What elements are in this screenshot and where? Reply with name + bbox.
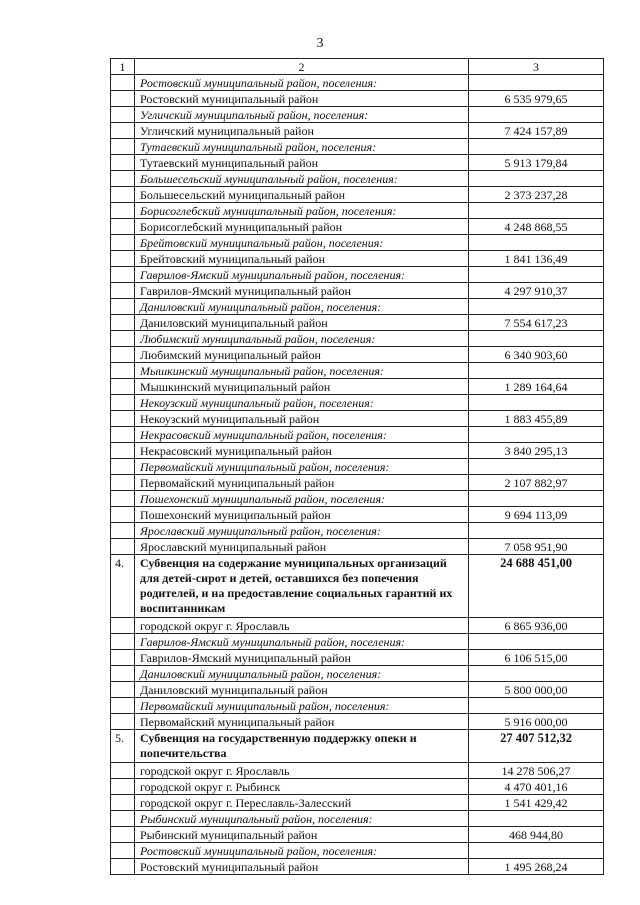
page-number: 3 <box>316 36 324 51</box>
row-number <box>111 107 135 123</box>
row-amount: 7 424 157,89 <box>469 123 604 139</box>
row-number <box>111 299 135 315</box>
row-number <box>111 75 135 91</box>
row-name: городской округ г. Переславль-Залесский <box>135 795 469 811</box>
row-name: Пошехонский муниципальный район, поселения: <box>135 491 469 507</box>
subsection-row <box>111 698 604 714</box>
row-amount: 1 841 136,49 <box>469 251 604 267</box>
row-name: Рыбинский муниципальный район <box>135 827 469 843</box>
row-name: Гаврилов-Ямский муниципальный район <box>135 650 469 666</box>
table-row <box>111 443 604 459</box>
row-amount: 7 554 617,23 <box>469 315 604 331</box>
row-number <box>111 459 135 475</box>
table-row <box>111 91 604 107</box>
subsection-row <box>111 235 604 251</box>
row-name: городской округ г. Ярославль <box>135 763 469 779</box>
row-number <box>111 187 135 203</box>
row-name: Субвенция на содержание муниципальных организаций для детей-сирот и детей, оставшихся без попечения родителей, и на предоставление социальных гарантий их воспитанникам <box>135 555 469 618</box>
row-number <box>111 714 135 730</box>
table-row <box>111 283 604 299</box>
table-row <box>111 379 604 395</box>
row-amount <box>469 666 604 682</box>
row-amount <box>469 459 604 475</box>
row-number <box>111 539 135 555</box>
row-amount <box>469 811 604 827</box>
row-name: Пошехонский муниципальный район <box>135 507 469 523</box>
row-name: городской округ г. Ярославль <box>135 618 469 634</box>
subsection-row <box>111 331 604 347</box>
row-name: Большесельский муниципальный район <box>135 187 469 203</box>
row-amount <box>469 843 604 859</box>
subsection-row <box>111 75 604 91</box>
row-amount: 3 840 295,13 <box>469 443 604 459</box>
row-amount: 6 535 979,65 <box>469 91 604 107</box>
table-row <box>111 219 604 235</box>
row-amount: 4 248 868,55 <box>469 219 604 235</box>
row-name: Даниловский муниципальный район, поселения: <box>135 666 469 682</box>
row-name: Даниловский муниципальный район <box>135 682 469 698</box>
row-name: Ярославский муниципальный район, поселения: <box>135 523 469 539</box>
table-row <box>111 539 604 555</box>
table-row <box>111 859 604 875</box>
row-number <box>111 411 135 427</box>
subsection-row <box>111 811 604 827</box>
row-name: Ростовский муниципальный район, поселения: <box>135 843 469 859</box>
row-name: Гаврилов-Ямский муниципальный район, поселения: <box>135 634 469 650</box>
row-number <box>111 427 135 443</box>
row-amount <box>469 523 604 539</box>
row-amount <box>469 634 604 650</box>
table-row <box>111 650 604 666</box>
row-number <box>111 155 135 171</box>
table-row <box>111 795 604 811</box>
row-number: 5. <box>111 730 135 763</box>
subsection-row <box>111 523 604 539</box>
row-name: Борисоглебский муниципальный район <box>135 219 469 235</box>
row-number <box>111 123 135 139</box>
row-number <box>111 618 135 634</box>
row-number <box>111 779 135 795</box>
row-name: Тутаевский муниципальный район, поселения: <box>135 139 469 155</box>
row-amount: 14 278 506,27 <box>469 763 604 779</box>
row-name: Некоузский муниципальный район <box>135 411 469 427</box>
subsection-row <box>111 427 604 443</box>
row-number <box>111 698 135 714</box>
row-amount <box>469 299 604 315</box>
table-row <box>111 123 604 139</box>
subvention-table <box>110 58 604 875</box>
row-number <box>111 235 135 251</box>
row-name: Субвенция на государственную поддержку опеки и попечительства <box>135 730 469 763</box>
row-amount: 2 107 882,97 <box>469 475 604 491</box>
table-header-row <box>111 59 604 75</box>
row-amount: 468 944,80 <box>469 827 604 843</box>
row-name: Даниловский муниципальный район <box>135 315 469 331</box>
row-number <box>111 523 135 539</box>
subsection-row <box>111 363 604 379</box>
row-amount <box>469 203 604 219</box>
subsection-row <box>111 395 604 411</box>
row-name: Некрасовский муниципальный район, поселения: <box>135 427 469 443</box>
row-name: Любимский муниципальный район <box>135 347 469 363</box>
section-row <box>111 555 604 618</box>
row-amount: 1 883 455,89 <box>469 411 604 427</box>
row-name: Первомайский муниципальный район, поселения: <box>135 459 469 475</box>
row-name: Ростовский муниципальный район, поселения: <box>135 75 469 91</box>
row-number <box>111 203 135 219</box>
subsection-row <box>111 491 604 507</box>
column-header-2: 2 <box>135 59 469 75</box>
row-amount: 5 916 000,00 <box>469 714 604 730</box>
table-row <box>111 507 604 523</box>
row-number <box>111 666 135 682</box>
row-number <box>111 171 135 187</box>
row-amount: 6 340 903,60 <box>469 347 604 363</box>
row-number <box>111 379 135 395</box>
row-name: Некоузский муниципальный район, поселения: <box>135 395 469 411</box>
section-row <box>111 730 604 763</box>
column-header-1: 1 <box>111 59 135 75</box>
row-number <box>111 219 135 235</box>
row-amount: 1 541 429,42 <box>469 795 604 811</box>
row-name: Угличский муниципальный район <box>135 123 469 139</box>
column-header-3: 3 <box>469 59 604 75</box>
row-number <box>111 283 135 299</box>
row-amount: 1 289 164,64 <box>469 379 604 395</box>
row-name: Большесельский муниципальный район, поселения: <box>135 171 469 187</box>
row-number <box>111 682 135 698</box>
row-amount <box>469 235 604 251</box>
subsection-row <box>111 107 604 123</box>
row-amount: 6 106 515,00 <box>469 650 604 666</box>
row-name: Гаврилов-Ямский муниципальный район <box>135 283 469 299</box>
table-row <box>111 475 604 491</box>
row-number <box>111 811 135 827</box>
row-name: Ярославский муниципальный район <box>135 539 469 555</box>
subsection-row <box>111 634 604 650</box>
table-body <box>111 75 604 875</box>
subsection-row <box>111 843 604 859</box>
table-row <box>111 155 604 171</box>
table-row <box>111 763 604 779</box>
row-number <box>111 395 135 411</box>
row-name: Даниловский муниципальный район, поселения: <box>135 299 469 315</box>
row-number <box>111 139 135 155</box>
row-number <box>111 491 135 507</box>
row-name: Ростовский муниципальный район <box>135 91 469 107</box>
row-number <box>111 795 135 811</box>
row-amount: 24 688 451,00 <box>469 555 604 618</box>
row-amount <box>469 107 604 123</box>
row-amount: 4 297 910,37 <box>469 283 604 299</box>
table-row <box>111 347 604 363</box>
row-amount: 2 373 237,28 <box>469 187 604 203</box>
row-number <box>111 827 135 843</box>
row-name: городской округ г. Рыбинск <box>135 779 469 795</box>
table-row <box>111 827 604 843</box>
table-row <box>111 618 604 634</box>
subsection-row <box>111 666 604 682</box>
row-name: Мышкинский муниципальный район, поселения: <box>135 363 469 379</box>
row-name: Брейтовский муниципальный район, поселения: <box>135 235 469 251</box>
row-name: Рыбинский муниципальный район, поселения: <box>135 811 469 827</box>
row-amount <box>469 139 604 155</box>
row-name: Борисоглебский муниципальный район, поселения: <box>135 203 469 219</box>
row-number <box>111 443 135 459</box>
row-name: Угличский муниципальный район, поселения: <box>135 107 469 123</box>
row-amount <box>469 395 604 411</box>
subsection-row <box>111 203 604 219</box>
row-name: Тутаевский муниципальный район <box>135 155 469 171</box>
row-number: 4. <box>111 555 135 618</box>
row-amount <box>469 363 604 379</box>
row-amount <box>469 267 604 283</box>
row-number <box>111 347 135 363</box>
row-amount: 5 913 179,84 <box>469 155 604 171</box>
subsection-row <box>111 459 604 475</box>
row-name: Мышкинский муниципальный район <box>135 379 469 395</box>
row-number <box>111 363 135 379</box>
row-amount: 4 470 401,16 <box>469 779 604 795</box>
row-amount: 27 407 512,32 <box>469 730 604 763</box>
subsection-row <box>111 171 604 187</box>
row-amount <box>469 427 604 443</box>
row-amount: 1 495 268,24 <box>469 859 604 875</box>
subsection-row <box>111 139 604 155</box>
row-amount <box>469 75 604 91</box>
row-number <box>111 843 135 859</box>
row-amount: 7 058 951,90 <box>469 539 604 555</box>
row-number <box>111 859 135 875</box>
subsection-row <box>111 267 604 283</box>
table-row <box>111 251 604 267</box>
row-amount <box>469 491 604 507</box>
row-number <box>111 507 135 523</box>
row-amount: 5 800 000,00 <box>469 682 604 698</box>
table-row <box>111 411 604 427</box>
row-amount: 6 865 936,00 <box>469 618 604 634</box>
row-number <box>111 267 135 283</box>
row-name: Гаврилов-Ямский муниципальный район, поселения: <box>135 267 469 283</box>
table-row <box>111 315 604 331</box>
row-number <box>111 650 135 666</box>
row-name: Любимский муниципальный район, поселения: <box>135 331 469 347</box>
row-name: Некрасовский муниципальный район <box>135 443 469 459</box>
table-row <box>111 779 604 795</box>
row-number <box>111 91 135 107</box>
table-row <box>111 682 604 698</box>
row-number <box>111 475 135 491</box>
row-amount <box>469 331 604 347</box>
row-amount <box>469 698 604 714</box>
table-row <box>111 187 604 203</box>
row-name: Брейтовский муниципальный район <box>135 251 469 267</box>
row-number <box>111 251 135 267</box>
row-name: Первомайский муниципальный район, поселения: <box>135 698 469 714</box>
row-name: Ростовский муниципальный район <box>135 859 469 875</box>
row-name: Первомайский муниципальный район <box>135 714 469 730</box>
row-amount <box>469 171 604 187</box>
row-number <box>111 331 135 347</box>
row-number <box>111 315 135 331</box>
row-amount: 9 694 113,09 <box>469 507 604 523</box>
table-row <box>111 714 604 730</box>
row-name: Первомайский муниципальный район <box>135 475 469 491</box>
row-number <box>111 763 135 779</box>
subsection-row <box>111 299 604 315</box>
row-number <box>111 634 135 650</box>
